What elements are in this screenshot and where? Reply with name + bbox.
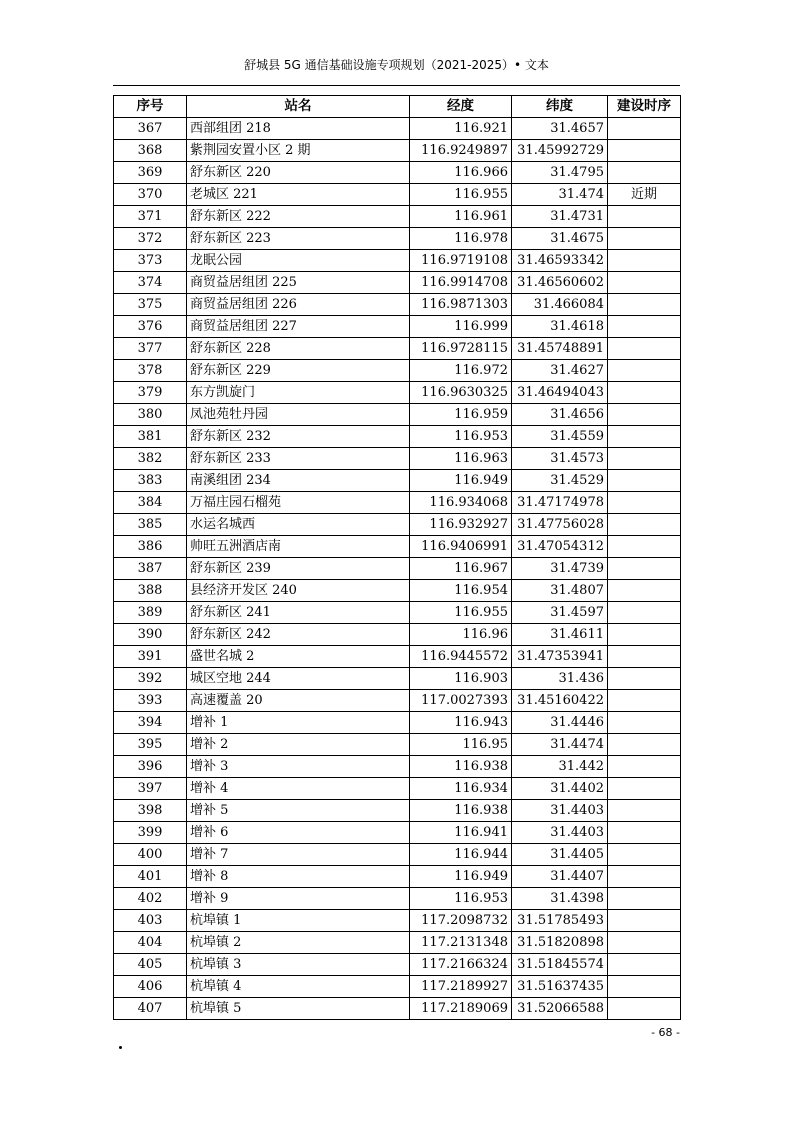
cell-number: 395 [114, 734, 187, 756]
table-row [114, 536, 681, 558]
table-row [114, 690, 681, 712]
cell-site-name: 南溪组团 234 [187, 470, 410, 492]
table-row [114, 492, 681, 514]
cell-longitude: 116.9406991 [410, 536, 512, 558]
cell-phase [608, 294, 681, 316]
cell-number: 404 [114, 932, 187, 954]
cell-phase [608, 426, 681, 448]
table-row [114, 756, 681, 778]
cell-phase [608, 272, 681, 294]
cell-latitude: 31.4597 [512, 602, 608, 624]
table-row [114, 162, 681, 184]
cell-number: 398 [114, 800, 187, 822]
cell-latitude: 31.4407 [512, 866, 608, 888]
cell-phase [608, 360, 681, 382]
table-row [114, 932, 681, 954]
table-row [114, 778, 681, 800]
cell-phase [608, 800, 681, 822]
cell-longitude: 116.966 [410, 162, 512, 184]
table-row [114, 382, 681, 404]
table-row [114, 514, 681, 536]
cell-number: 389 [114, 602, 187, 624]
cell-latitude: 31.47174978 [512, 492, 608, 514]
cell-site-name: 增补 3 [187, 756, 410, 778]
cell-longitude: 117.2166324 [410, 954, 512, 976]
table-row [114, 976, 681, 998]
cell-phase [608, 448, 681, 470]
cell-phase [608, 734, 681, 756]
cell-site-name: 舒东新区 241 [187, 602, 410, 624]
cell-site-name: 增补 7 [187, 844, 410, 866]
cell-number: 370 [114, 184, 187, 206]
cell-number: 385 [114, 514, 187, 536]
cell-phase [608, 844, 681, 866]
cell-number: 381 [114, 426, 187, 448]
cell-latitude: 31.4573 [512, 448, 608, 470]
cell-longitude: 116.903 [410, 668, 512, 690]
cell-longitude: 116.953 [410, 888, 512, 910]
cell-site-name: 西部组团 218 [187, 118, 410, 140]
cell-number: 375 [114, 294, 187, 316]
cell-phase [608, 954, 681, 976]
cell-phase [608, 514, 681, 536]
table-row [114, 646, 681, 668]
cell-longitude: 116.949 [410, 470, 512, 492]
cell-latitude: 31.4403 [512, 822, 608, 844]
cell-site-name: 东方凯旋门 [187, 382, 410, 404]
cell-site-name: 增补 1 [187, 712, 410, 734]
cell-site-name: 增补 4 [187, 778, 410, 800]
cell-phase [608, 778, 681, 800]
table-row [114, 294, 681, 316]
cell-phase [608, 536, 681, 558]
cell-number: 401 [114, 866, 187, 888]
cell-latitude: 31.47054312 [512, 536, 608, 558]
cell-site-name: 增补 5 [187, 800, 410, 822]
cell-site-name: 杭埠镇 4 [187, 976, 410, 998]
cell-longitude: 116.943 [410, 712, 512, 734]
cell-number: 376 [114, 316, 187, 338]
table-row [114, 184, 681, 206]
cell-phase [608, 998, 681, 1020]
cell-phase [608, 118, 681, 140]
cell-phase [608, 558, 681, 580]
cell-longitude: 117.2189927 [410, 976, 512, 998]
site-table [113, 95, 681, 1020]
cell-site-name: 盛世名城 2 [187, 646, 410, 668]
cell-site-name: 商贸益居组团 226 [187, 294, 410, 316]
cell-longitude: 116.9719108 [410, 250, 512, 272]
cell-longitude: 116.959 [410, 404, 512, 426]
cell-longitude: 116.9249897 [410, 140, 512, 162]
cell-site-name: 杭埠镇 3 [187, 954, 410, 976]
cell-longitude: 116.961 [410, 206, 512, 228]
cell-number: 384 [114, 492, 187, 514]
cell-phase [608, 140, 681, 162]
cell-phase [608, 382, 681, 404]
cell-latitude: 31.436 [512, 668, 608, 690]
cell-latitude: 31.474 [512, 184, 608, 206]
cell-latitude: 31.4807 [512, 580, 608, 602]
table-row [114, 118, 681, 140]
cell-longitude: 116.955 [410, 184, 512, 206]
cell-longitude: 117.2098732 [410, 910, 512, 932]
cell-number: 393 [114, 690, 187, 712]
cell-site-name: 县经济开发区 240 [187, 580, 410, 602]
cell-latitude: 31.4529 [512, 470, 608, 492]
cell-longitude: 116.938 [410, 756, 512, 778]
cell-site-name: 舒东新区 232 [187, 426, 410, 448]
page-header: 舒城县 5G 通信基础设施专项规划（2021-2025）• 文本 [244, 58, 549, 72]
table-row [114, 998, 681, 1020]
cell-phase [608, 888, 681, 910]
cell-site-name: 增补 6 [187, 822, 410, 844]
table-row [114, 580, 681, 602]
cell-phase [608, 162, 681, 184]
cell-number: 377 [114, 338, 187, 360]
table-row [114, 668, 681, 690]
cell-latitude: 31.4657 [512, 118, 608, 140]
cell-site-name: 舒东新区 229 [187, 360, 410, 382]
cell-site-name: 增补 2 [187, 734, 410, 756]
cell-number: 396 [114, 756, 187, 778]
cell-longitude: 116.941 [410, 822, 512, 844]
cell-phase [608, 404, 681, 426]
cell-longitude: 116.934068 [410, 492, 512, 514]
cell-site-name: 凤池苑牡丹园 [187, 404, 410, 426]
table-row [114, 404, 681, 426]
cell-phase [608, 646, 681, 668]
cell-number: 402 [114, 888, 187, 910]
cell-latitude: 31.51637435 [512, 976, 608, 998]
cell-site-name: 老城区 221 [187, 184, 410, 206]
cell-phase [608, 602, 681, 624]
table-row [114, 602, 681, 624]
cell-phase [608, 910, 681, 932]
cell-site-name: 舒东新区 233 [187, 448, 410, 470]
cell-latitude: 31.45160422 [512, 690, 608, 712]
cell-longitude: 116.954 [410, 580, 512, 602]
table-row [114, 910, 681, 932]
cell-site-name: 杭埠镇 2 [187, 932, 410, 954]
table-header-row [114, 96, 681, 118]
cell-phase [608, 932, 681, 954]
header-divider [113, 85, 680, 86]
table-row [114, 470, 681, 492]
cell-longitude: 116.938 [410, 800, 512, 822]
cell-longitude: 116.949 [410, 866, 512, 888]
cell-site-name: 商贸益居组团 227 [187, 316, 410, 338]
cell-number: 399 [114, 822, 187, 844]
cell-latitude: 31.4675 [512, 228, 608, 250]
cell-number: 368 [114, 140, 187, 162]
cell-number: 369 [114, 162, 187, 184]
cell-latitude: 31.51845574 [512, 954, 608, 976]
cell-site-name: 帅旺五洲酒店南 [187, 536, 410, 558]
cell-number: 367 [114, 118, 187, 140]
table-row [114, 624, 681, 646]
column-header-latitude: 纬度 [512, 96, 608, 118]
cell-phase [608, 976, 681, 998]
table-row [114, 888, 681, 910]
cell-longitude: 116.955 [410, 602, 512, 624]
column-header-name: 站名 [187, 96, 410, 118]
cell-latitude: 31.51785493 [512, 910, 608, 932]
table-row [114, 338, 681, 360]
cell-latitude: 31.52066588 [512, 998, 608, 1020]
cell-number: 379 [114, 382, 187, 404]
cell-latitude: 31.466084 [512, 294, 608, 316]
table-row [114, 844, 681, 866]
cell-number: 391 [114, 646, 187, 668]
table-row [114, 140, 681, 162]
cell-number: 382 [114, 448, 187, 470]
cell-longitude: 116.972 [410, 360, 512, 382]
cell-site-name: 舒东新区 220 [187, 162, 410, 184]
cell-longitude: 116.9914708 [410, 272, 512, 294]
cell-site-name: 水运名城西 [187, 514, 410, 536]
cell-site-name: 杭埠镇 5 [187, 998, 410, 1020]
cell-number: 380 [114, 404, 187, 426]
cell-latitude: 31.45992729 [512, 140, 608, 162]
cell-phase [608, 228, 681, 250]
cell-number: 390 [114, 624, 187, 646]
cell-latitude: 31.442 [512, 756, 608, 778]
cell-longitude: 116.963 [410, 448, 512, 470]
cell-number: 394 [114, 712, 187, 734]
cell-longitude: 116.9728115 [410, 338, 512, 360]
cell-phase [608, 712, 681, 734]
cell-latitude: 31.4731 [512, 206, 608, 228]
cell-number: 405 [114, 954, 187, 976]
cell-phase [608, 206, 681, 228]
cell-number: 403 [114, 910, 187, 932]
cell-phase [608, 690, 681, 712]
cell-number: 397 [114, 778, 187, 800]
cell-longitude: 116.9871303 [410, 294, 512, 316]
cell-latitude: 31.4656 [512, 404, 608, 426]
cell-number: 373 [114, 250, 187, 272]
cell-site-name: 龙眠公园 [187, 250, 410, 272]
cell-site-name: 商贸益居组团 225 [187, 272, 410, 294]
cell-latitude: 31.4739 [512, 558, 608, 580]
page-number: - 68 - [651, 1026, 680, 1039]
cell-number: 372 [114, 228, 187, 250]
cell-number: 383 [114, 470, 187, 492]
footer-bullet [119, 1046, 122, 1049]
cell-latitude: 31.4398 [512, 888, 608, 910]
table-row [114, 360, 681, 382]
cell-site-name: 紫荆园安置小区 2 期 [187, 140, 410, 162]
cell-latitude: 31.4474 [512, 734, 608, 756]
cell-number: 386 [114, 536, 187, 558]
cell-latitude: 31.4618 [512, 316, 608, 338]
cell-site-name: 舒东新区 239 [187, 558, 410, 580]
table-row [114, 448, 681, 470]
table-row [114, 316, 681, 338]
cell-phase [608, 822, 681, 844]
cell-latitude: 31.47353941 [512, 646, 608, 668]
cell-site-name: 万福庄园石榴苑 [187, 492, 410, 514]
table-row [114, 712, 681, 734]
cell-site-name: 舒东新区 222 [187, 206, 410, 228]
cell-longitude: 116.944 [410, 844, 512, 866]
cell-number: 378 [114, 360, 187, 382]
cell-longitude: 117.0027393 [410, 690, 512, 712]
cell-longitude: 116.967 [410, 558, 512, 580]
cell-site-name: 舒东新区 228 [187, 338, 410, 360]
cell-latitude: 31.46593342 [512, 250, 608, 272]
cell-site-name: 高速覆盖 20 [187, 690, 410, 712]
table-row [114, 272, 681, 294]
cell-longitude: 116.978 [410, 228, 512, 250]
cell-latitude: 31.4611 [512, 624, 608, 646]
cell-site-name: 城区空地 244 [187, 668, 410, 690]
cell-latitude: 31.46560602 [512, 272, 608, 294]
cell-latitude: 31.4403 [512, 800, 608, 822]
cell-number: 392 [114, 668, 187, 690]
table-row [114, 206, 681, 228]
cell-phase [608, 668, 681, 690]
cell-longitude: 116.921 [410, 118, 512, 140]
cell-site-name: 杭埠镇 1 [187, 910, 410, 932]
cell-longitude: 116.932927 [410, 514, 512, 536]
cell-latitude: 31.4446 [512, 712, 608, 734]
cell-number: 407 [114, 998, 187, 1020]
cell-latitude: 31.4402 [512, 778, 608, 800]
cell-latitude: 31.45748891 [512, 338, 608, 360]
cell-longitude: 117.2189069 [410, 998, 512, 1020]
column-header-longitude: 经度 [410, 96, 512, 118]
cell-site-name: 舒东新区 223 [187, 228, 410, 250]
cell-site-name: 增补 8 [187, 866, 410, 888]
table-row [114, 954, 681, 976]
cell-phase [608, 866, 681, 888]
cell-phase [608, 316, 681, 338]
cell-number: 388 [114, 580, 187, 602]
cell-latitude: 31.46494043 [512, 382, 608, 404]
table-row [114, 250, 681, 272]
cell-number: 371 [114, 206, 187, 228]
cell-latitude: 31.4795 [512, 162, 608, 184]
cell-phase [608, 492, 681, 514]
cell-longitude: 116.95 [410, 734, 512, 756]
cell-longitude: 116.934 [410, 778, 512, 800]
cell-latitude: 31.47756028 [512, 514, 608, 536]
table-row [114, 558, 681, 580]
cell-latitude: 31.4627 [512, 360, 608, 382]
table-row [114, 228, 681, 250]
table-row [114, 866, 681, 888]
column-header-no: 序号 [114, 96, 187, 118]
cell-number: 387 [114, 558, 187, 580]
cell-longitude: 116.96 [410, 624, 512, 646]
column-header-phase: 建设时序 [608, 96, 681, 118]
cell-latitude: 31.4405 [512, 844, 608, 866]
cell-phase [608, 470, 681, 492]
cell-number: 406 [114, 976, 187, 998]
table-row [114, 800, 681, 822]
table-row [114, 822, 681, 844]
cell-longitude: 116.999 [410, 316, 512, 338]
cell-phase [608, 624, 681, 646]
cell-phase [608, 580, 681, 602]
cell-phase [608, 338, 681, 360]
cell-longitude: 116.9630325 [410, 382, 512, 404]
cell-site-name: 舒东新区 242 [187, 624, 410, 646]
cell-phase: 近期 [608, 184, 681, 206]
cell-site-name: 增补 9 [187, 888, 410, 910]
cell-longitude: 117.2131348 [410, 932, 512, 954]
cell-longitude: 116.9445572 [410, 646, 512, 668]
cell-number: 400 [114, 844, 187, 866]
cell-phase [608, 250, 681, 272]
cell-number: 374 [114, 272, 187, 294]
cell-latitude: 31.4559 [512, 426, 608, 448]
cell-latitude: 31.51820898 [512, 932, 608, 954]
table-row [114, 426, 681, 448]
table-row [114, 734, 681, 756]
cell-longitude: 116.953 [410, 426, 512, 448]
cell-phase [608, 756, 681, 778]
